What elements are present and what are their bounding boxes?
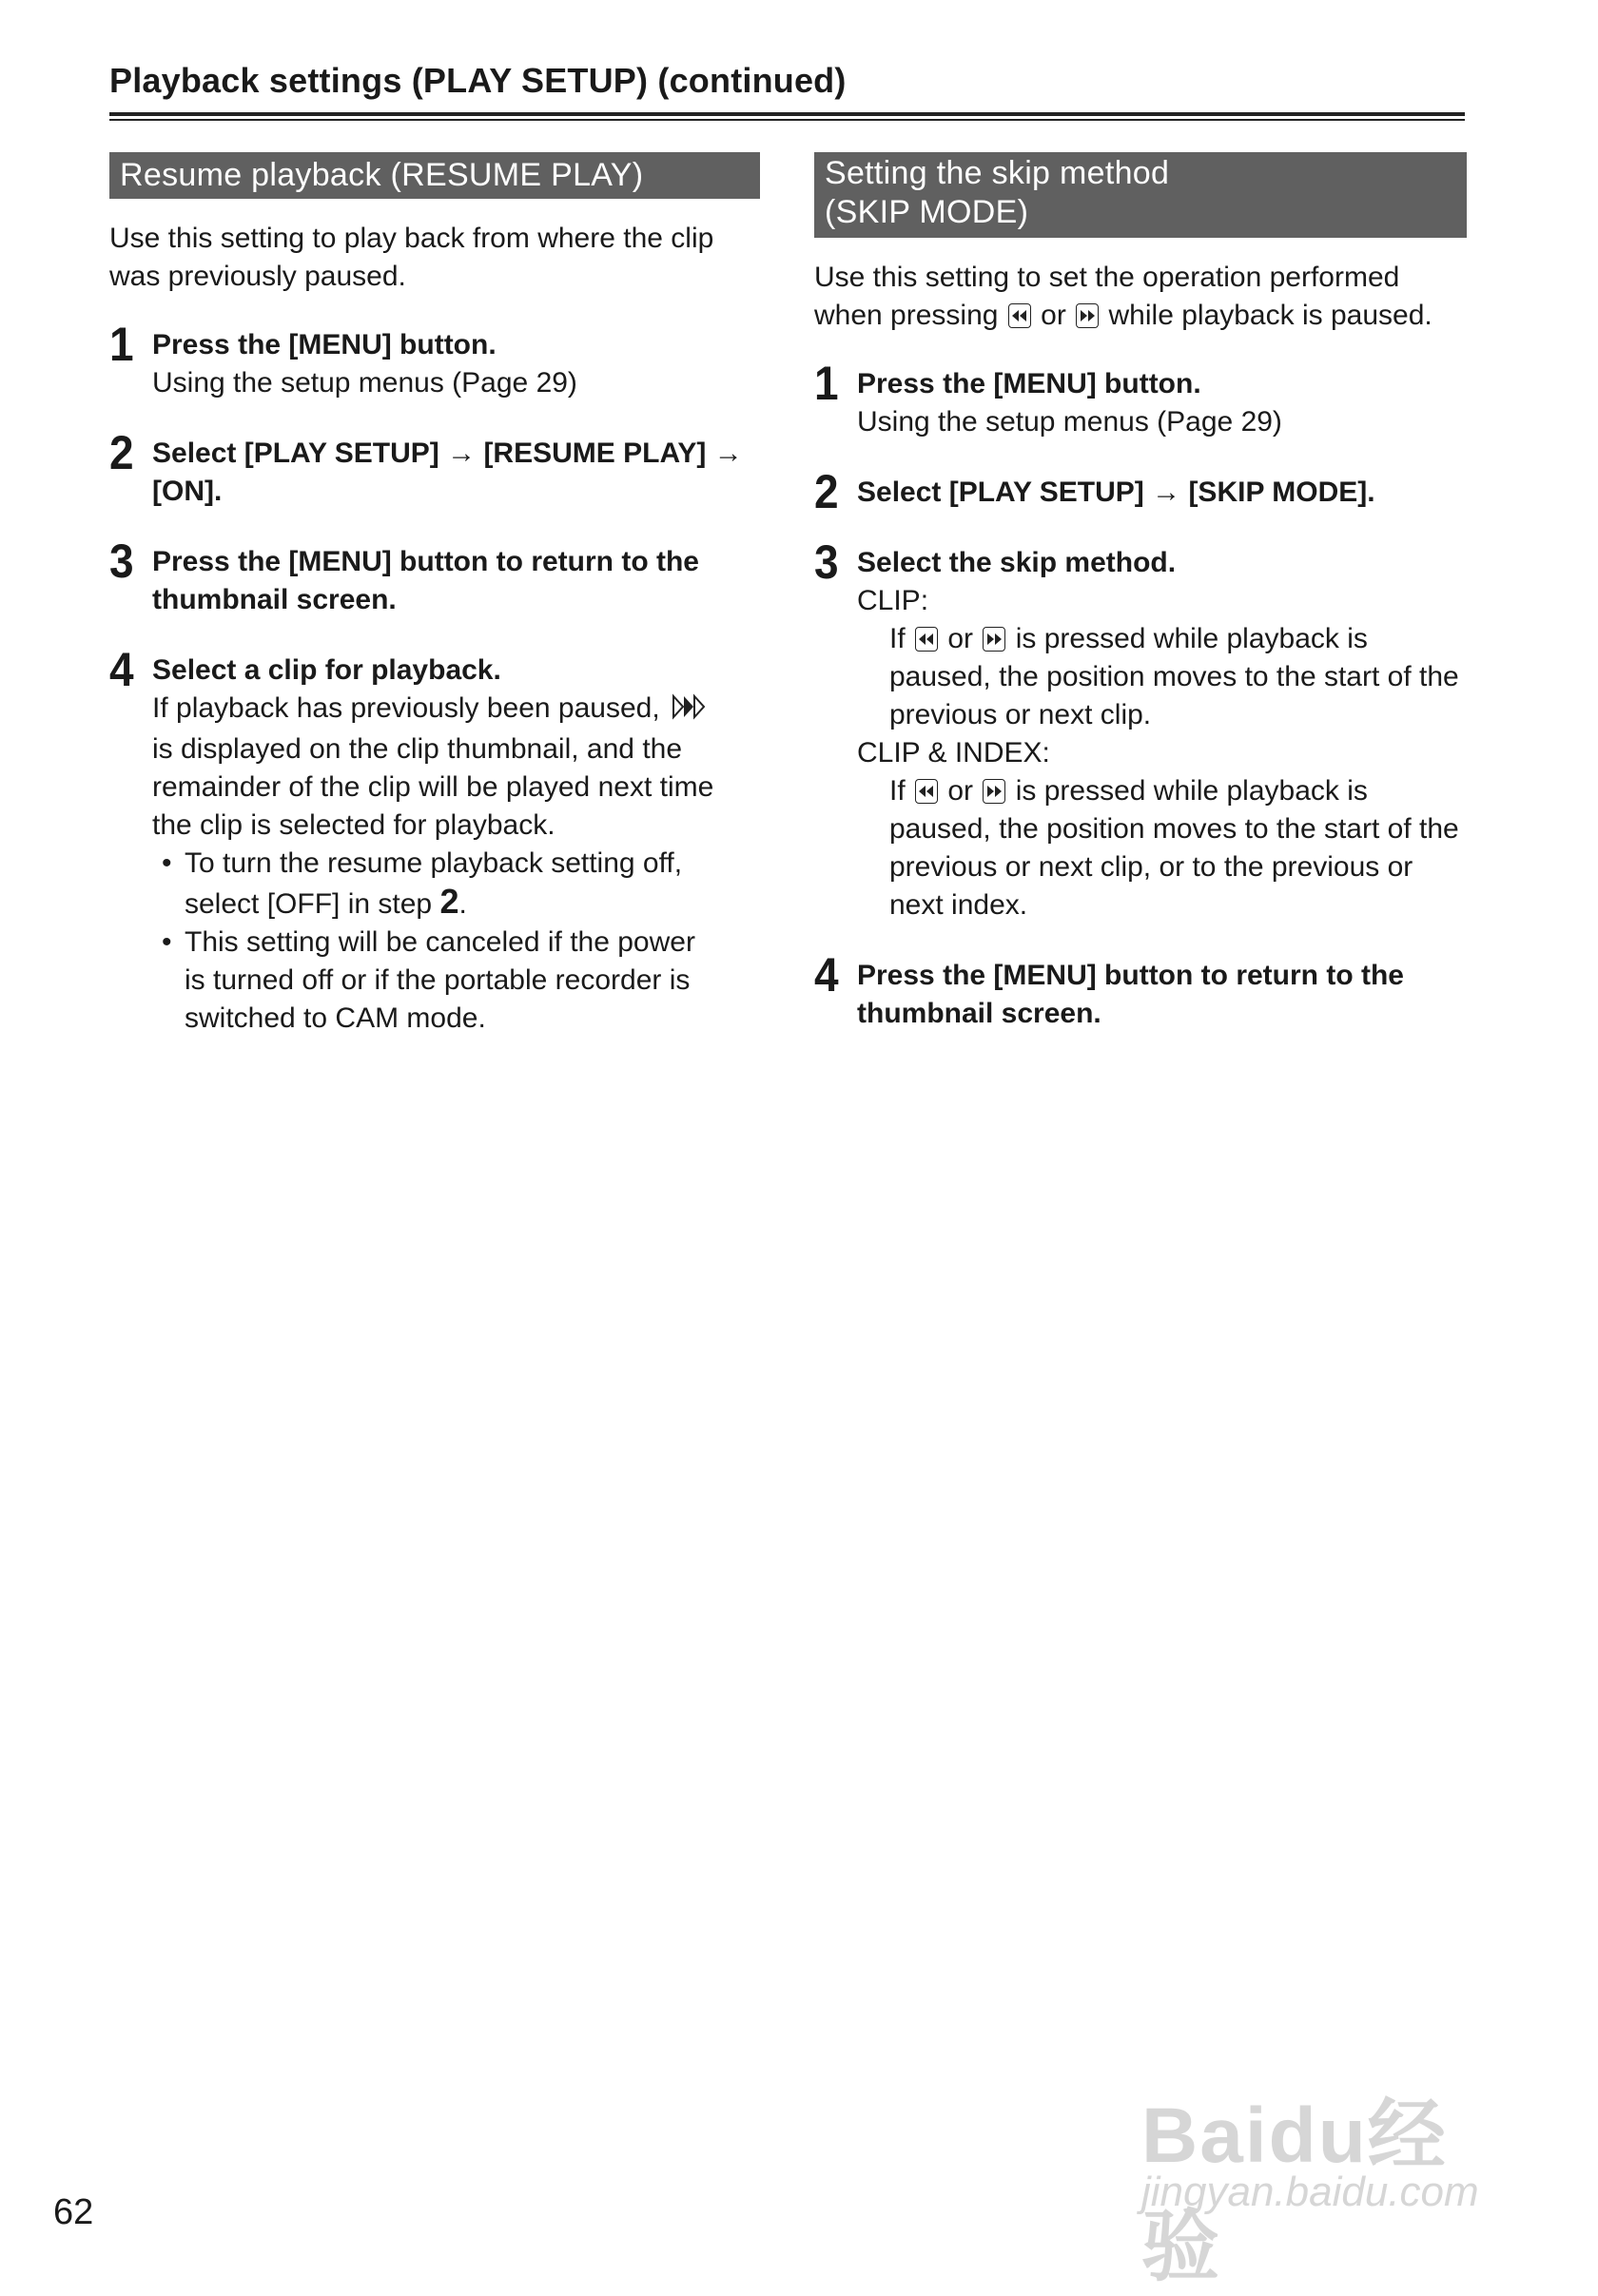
step-number: 3 — [814, 535, 839, 589]
step-text: Using the setup menus (Page 29) — [152, 367, 577, 399]
skip-mode-section — [814, 152, 1467, 1033]
option-description: If or is pressed while playback is paused, the position moves to the start of the previous or next clip. — [889, 623, 1459, 730]
section-intro: Use this setting to play back from where the clip was previously paused. — [109, 223, 714, 292]
watermark-url: jingyan.baidu.com — [1141, 2169, 1479, 2215]
step-title: [ON]. — [152, 476, 223, 507]
step — [814, 465, 1467, 518]
header-rule — [109, 112, 1465, 121]
step-title: Press the [MENU] button to return to the — [857, 960, 1404, 991]
watermark — [1141, 2035, 1522, 2290]
note: • To turn the resume playback setting off, select [OFF] in step 2. — [152, 845, 762, 924]
step — [109, 426, 762, 511]
note: • This setting will be canceled if the power is turned off or if the portable recorder is switched to CAM mode. — [152, 924, 762, 1038]
fast-forward-button-icon — [983, 779, 1005, 804]
step-number: 1 — [814, 357, 839, 410]
step-number: 2 — [109, 426, 134, 479]
bullet: • — [162, 847, 172, 879]
step-title: thumbnail screen. — [152, 584, 397, 615]
step — [109, 535, 762, 619]
option-description: If or is pressed while playback is paused, the position moves to the start of the previous or next clip, or to the previous or next index. — [889, 775, 1459, 921]
step-title: Press the [MENU] button. — [857, 368, 1201, 399]
resume-indicator-icon — [672, 692, 713, 730]
step-title: Press the [MENU] button to return to the — [152, 546, 699, 577]
section-heading: Setting the skip method (SKIP MODE) — [814, 152, 1467, 238]
section-heading: Resume playback (RESUME PLAY) — [109, 152, 760, 199]
step-title: Press the [MENU] button. — [152, 329, 497, 360]
fast-forward-button-icon — [1076, 303, 1099, 328]
step-number: 3 — [109, 535, 134, 588]
bullet: • — [162, 926, 172, 958]
option-label: CLIP: — [857, 585, 929, 616]
resume-play-section — [109, 152, 762, 1038]
step-title: thumbnail screen. — [857, 998, 1101, 1029]
fast-forward-button-icon — [983, 627, 1005, 652]
step-number: 1 — [109, 318, 134, 371]
step — [814, 948, 1467, 1033]
step-text: Using the setup menus (Page 29) — [857, 406, 1282, 438]
step-number: 2 — [814, 465, 839, 518]
step-title: Select [PLAY SETUP] → [SKIP MODE]. — [857, 477, 1375, 508]
rewind-button-icon — [915, 779, 938, 804]
step-title: Select a clip for playback. — [152, 654, 501, 686]
step — [109, 318, 762, 402]
option-label: CLIP & INDEX: — [857, 737, 1050, 769]
step — [814, 357, 1467, 441]
rewind-button-icon — [915, 627, 938, 652]
step-title: Select the skip method. — [857, 547, 1177, 578]
step-number: 4 — [109, 643, 134, 696]
page-title: Playback settings (PLAY SETUP) (continued) — [109, 61, 847, 100]
step-number: 4 — [814, 948, 839, 1002]
watermark-logo: Baidu经验 — [1141, 2092, 1448, 2290]
step — [814, 535, 1467, 924]
section-intro: Use this setting to set the operation performed when pressing or while playback is paused. — [814, 262, 1432, 331]
step-title: Select [PLAY SETUP] → [RESUME PLAY] → — [152, 438, 743, 469]
page-number: 62 — [53, 2192, 94, 2232]
step-text: If playback has previously been paused, — [152, 690, 762, 730]
rewind-button-icon — [1008, 303, 1031, 328]
step: 4 Select a clip for playback. If playback has previously been paused, is displayed on the clip thumbnail, and the remainder of the clip will be played next time the clip is selected for playback. • To turn the resume playback setting off, select [OFF] in step 2. • This setting will be canceled if the power is turned off or if the portable recorder is switched to CAM mode. — [109, 652, 762, 1038]
